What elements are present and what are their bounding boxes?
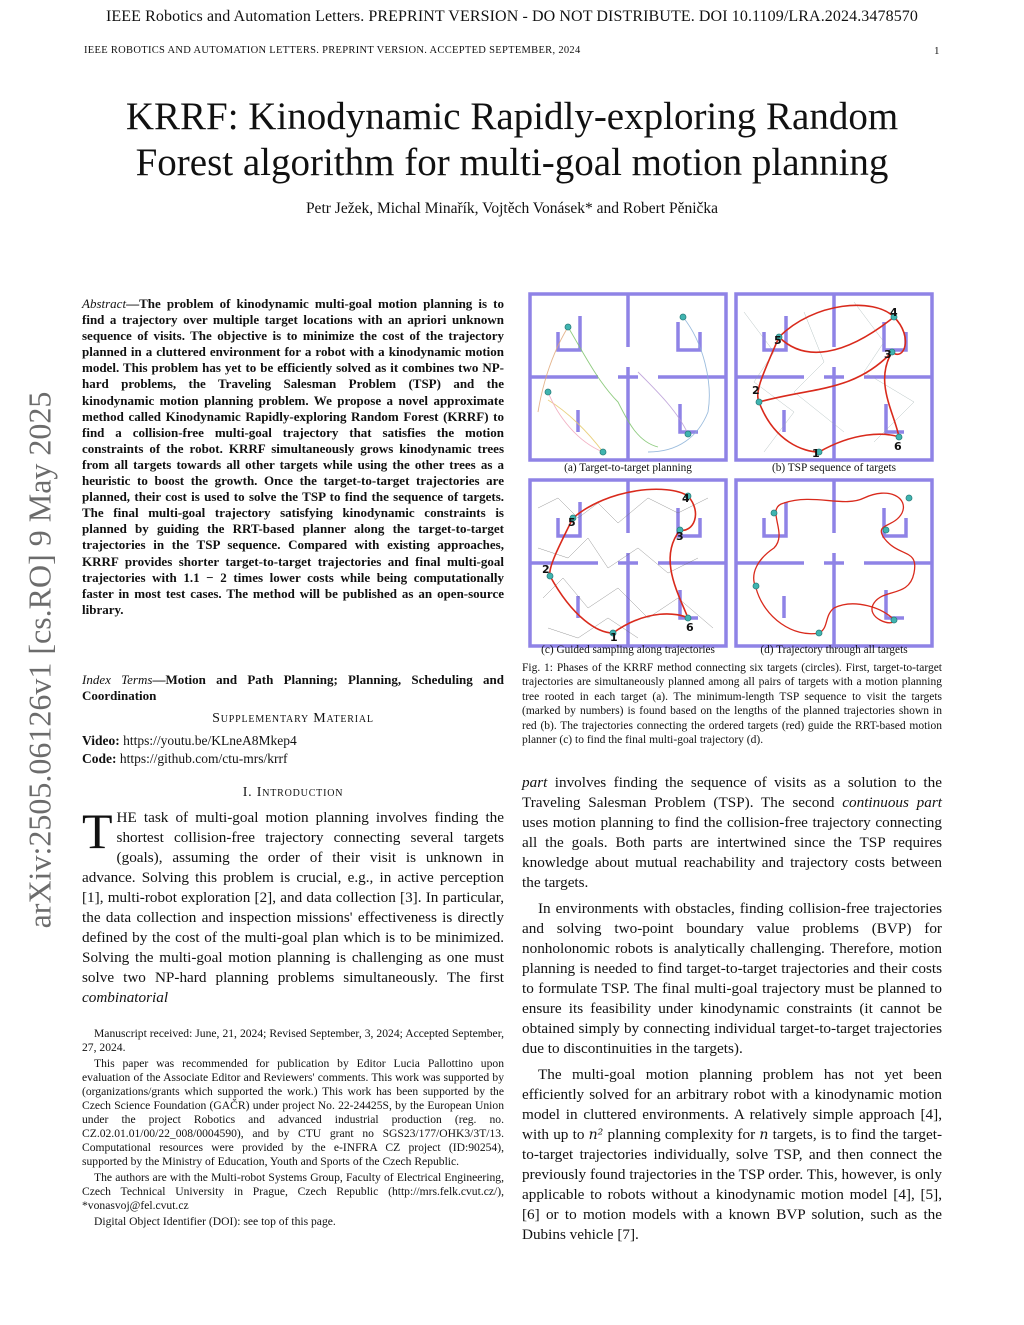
- paper-title: [60, 94, 964, 186]
- panel-d-map: [734, 478, 934, 648]
- author-list: Petr Ježek, Michal Minařík, Vojtěch Vonásek* and Robert Pěnička: [305, 200, 719, 217]
- maze-walls: [530, 480, 726, 646]
- target-label-4: 4: [682, 492, 690, 505]
- right-para-3: [522, 1065, 942, 1245]
- target-label-3: 3: [676, 530, 684, 543]
- drop-cap: T: [82, 803, 113, 859]
- title-line-1: KRRF: Kinodynamic Rapidly-exploring Random: [125, 95, 899, 138]
- abstract-lead: Abstract: [82, 296, 127, 311]
- panel-b: [734, 292, 934, 474]
- target-marker-2: [756, 399, 762, 405]
- right-para-1-a: involves finding the sequence of visits as a solution to the Traveling Salesman Problem (TSP). The second: [522, 774, 942, 811]
- right-para-3-b: planning complexity for: [603, 1126, 760, 1143]
- target-marker-6: [891, 617, 897, 623]
- title-line-2: Forest algorithm for multi-goal motion planning: [135, 141, 889, 184]
- index-terms: [82, 672, 504, 704]
- target-marker-5: [565, 324, 571, 330]
- right-para-3-a: The multi-goal motion planning problem has not yet been efficiently solved for an arbitrary robot with a kinodynamic motion model in cluttered environments. A relatively simple approach [4], with up to: [522, 1066, 942, 1143]
- target-marker-6: [685, 431, 691, 437]
- arxiv-id: arXiv:2505.06126v1 [cs.RO] 9 May 2025: [21, 391, 58, 929]
- panel-d: [734, 478, 934, 656]
- footnote-affiliation: The authors are with the Multi-robot Systems Group, Faculty of Electrical Engineering, Czech Technical University in Prague, Czech Republic (http://mrs.felk.cvut.cz/), *vonasvoj@fel.cvut.cz: [82, 1171, 504, 1212]
- math-n-squared: n²: [588, 1127, 604, 1143]
- index-terms-text: —Motion and Path Planning; Planning, Scheduling and Coordination: [82, 672, 504, 704]
- right-para-2: In environments with obstacles, finding collision-free trajectories and solving two-point boundary value problems (BVP) for nonholonomic robots is analytically challenging. Therefore, motion planning is needed to find target-to-target trajectories and their costs to formulate TSP. The final multi-goal trajectory must be planned to ensure its feasibility under kinodynamic constraints (it cannot be obtained simply by connecting individual target-to-target trajectories due to discontinuities in the targets).: [522, 900, 942, 1057]
- right-para-1-b: uses motion planning to find the collision-free trajectory connecting all the goals. Both parts are intertwined since the TSP requires knowledge about mutual reachability and trajectory costs between the targets.: [522, 814, 942, 891]
- target-label-6: 6: [894, 440, 902, 453]
- arxiv-sidebar: [10, 300, 70, 1020]
- target-label-5: 5: [774, 334, 782, 347]
- target-label-2: 2: [542, 563, 550, 576]
- target-marker-1: [600, 449, 606, 455]
- target-label-1: 1: [812, 447, 820, 460]
- right-para-1-italic-part: part: [916, 794, 942, 811]
- running-head: IEEE ROBOTICS AND AUTOMATION LETTERS. PREPRINT VERSION. ACCEPTED SEPTEMBER, 2024: [84, 45, 581, 56]
- maze-walls: [736, 294, 932, 460]
- panel-c: [528, 478, 728, 656]
- target-label-3: 3: [884, 348, 892, 361]
- footnote-manuscript: Manuscript received: June, 21, 2024; Revised September, 3, 2024; Accepted September, 27, 2024.: [82, 1027, 504, 1054]
- figure-caption: Fig. 1: Phases of the KRRF method connecting six targets (circles). First, target-to-target trajectories are simultaneously planned among all pairs of targets with a motion planning tree rooted in each target (a). The minimum-length TSP sequence to visit the targets (marked by numbers) is found based on the lengths of the planned trajectories shown in red (b). The trajectories connecting the ordered targets (red) guide the RRT-based motion planner (c) to find the final multi-goal trajectory (d).: [522, 662, 942, 747]
- panel-b-map: [734, 292, 934, 462]
- target-marker-5: [771, 510, 777, 516]
- panel-a-caption: (a) Target-to-target planning: [564, 462, 692, 474]
- supplementary-heading: [82, 711, 504, 727]
- introduction-heading-text: I. Introduction: [242, 785, 344, 800]
- right-para-1-italic-continuous: continuous: [842, 794, 909, 811]
- target-marker-4: [680, 314, 686, 320]
- code-label: Code:: [82, 751, 117, 766]
- target-numbers: [752, 306, 902, 460]
- introduction-heading: [82, 785, 504, 801]
- maze-walls: [530, 294, 726, 460]
- video-label: Video:: [82, 733, 120, 748]
- panel-c-caption: (c) Guided sampling along trajectories: [541, 644, 715, 656]
- footnote-funding: This paper was recommended for publication by Editor Lucia Pallottino upon evaluation of the Associate Editor and Reviewers' comments. This work was supported by (organizations/grants which supported the work.) This work has been supported by the Czech Science Foundation (GAČR) under project No. 22-24425S, by the European Union under the project Robotics and advanced industrial production (reg. no. CZ.02.01.01/00/22_008/0004590), and by CTU grant no SGS23/177/OHK3/3T/13. Computational resources were provided by the e-INFRA CZ project (ID:90254), supported by the Ministry of Education, Youth and Sports of the Czech Republic.: [82, 1057, 504, 1168]
- video-line: [82, 732, 504, 750]
- supplementary-heading-text: Supplementary Material: [212, 711, 374, 726]
- target-marker-3: [883, 527, 889, 533]
- target-marker-4: [906, 495, 912, 501]
- code-line: [82, 750, 504, 768]
- code-link[interactable]: https://github.com/ctu-mrs/krrf: [119, 751, 288, 766]
- footnote-doi: Digital Object Identifier (DOI): see top of this page.: [94, 1215, 336, 1228]
- introduction-paragraph: [82, 803, 504, 1008]
- preprint-banner: IEEE Robotics and Automation Letters. PREPRINT VERSION - DO NOT DISTRIBUTE. DOI 10.1109/LRA.2024.3478570: [106, 8, 918, 25]
- target-label-4: 4: [890, 306, 898, 319]
- panel-b-caption: (b) TSP sequence of targets: [771, 462, 897, 474]
- abstract-text: —The problem of kinodynamic multi-goal motion planning is to find a trajectory over multiple target locations with an apriori unknown sequence of visits. The objective is to minimize the cost of the trajectory planned in a cluttered environment for a robot with a kinodynamic motion model. This problem has yet to be efficiently solved as it combines two NP-hard problems, the Traveling Salesman Problem (TSP) and the kinodynamic motion planning problem. We propose a novel approximate method called Kinodynamic Rapidly-exploring Random Forest (KRRF) to find a collision-free multi-goal trajectory that satisfies the motion constraints of the robot. KRRF simultaneously grows kinodynamic trees from all targets towards all other targets while using the other trees as a heuristic to boost the growth. Once the target-to-target trajectories are planned, their cost is used to solve the TSP to find the sequence of targets. The final multi-goal trajectory satisfying kinodynamic constraints is planned by guiding the RRT-based planner along the target-to-target trajectories in the TSP sequence. Compared with existing approaches, KRRF provides shorter target-to-target trajectories and final multi-goal trajectories with 1.1 − 2 times lower costs while being computationally faster in most test cases. The method will be published as an open-source library.: [82, 296, 504, 617]
- footnotes: [82, 1027, 504, 1231]
- abstract: [82, 296, 504, 618]
- first-word-rest: HE: [116, 809, 137, 826]
- targets: [545, 314, 691, 455]
- index-terms-lead: Index Terms: [82, 672, 153, 687]
- target-label-1: 1: [610, 631, 618, 644]
- right-para-3-c: targets, is to find the target-to-target trajectories individually, solve TSP, and then connect the previously found trajectories in the TSP order. This, however, is only applicable to robots without a kinodynamic motion model [4], [5], [6] or to motion models with a known BVP solution, such as the Dubins vehicle [7].: [522, 1126, 943, 1243]
- target-marker-2: [753, 583, 759, 589]
- intro-para-1: task of multi-goal motion planning involves finding the shortest collision-free trajectory connecting several targets (goals), assuming the order of their visit is unknown in advance. Solving this problem is crucial, e.g., in active perception [1], multi-robot exploration [2], and data collection [3]. In particular, the data collection and inspection missions' effectiveness is directly defined by the cost of the multi-goal plan which is to be minimized. Solving the multi-goal motion planning is challenging as one must solve two NP-hard planning problems simultaneously. The first: [82, 809, 504, 986]
- right-column-text: [522, 773, 942, 1245]
- target-label-2: 2: [752, 384, 760, 397]
- panel-c-map: [528, 478, 728, 648]
- panel-a: [528, 292, 728, 474]
- right-para-1: [522, 773, 942, 893]
- target-label-6: 6: [686, 621, 694, 634]
- target-marker-1: [816, 630, 822, 636]
- math-n: n: [759, 1127, 769, 1143]
- intro-para-1-italic: combinatorial: [82, 989, 169, 1006]
- supplementary-links: [82, 732, 504, 768]
- target-label-5: 5: [568, 516, 576, 529]
- panel-d-caption: (d) Trajectory through all targets: [760, 644, 908, 656]
- right-para-1-italic-start: part: [522, 774, 548, 791]
- target-marker-2: [545, 389, 551, 395]
- page-number: 1: [934, 45, 940, 57]
- panel-a-map: [528, 292, 728, 462]
- figure-1: [522, 290, 942, 660]
- video-link[interactable]: https://youtu.be/KLneA8Mkep4: [123, 733, 297, 748]
